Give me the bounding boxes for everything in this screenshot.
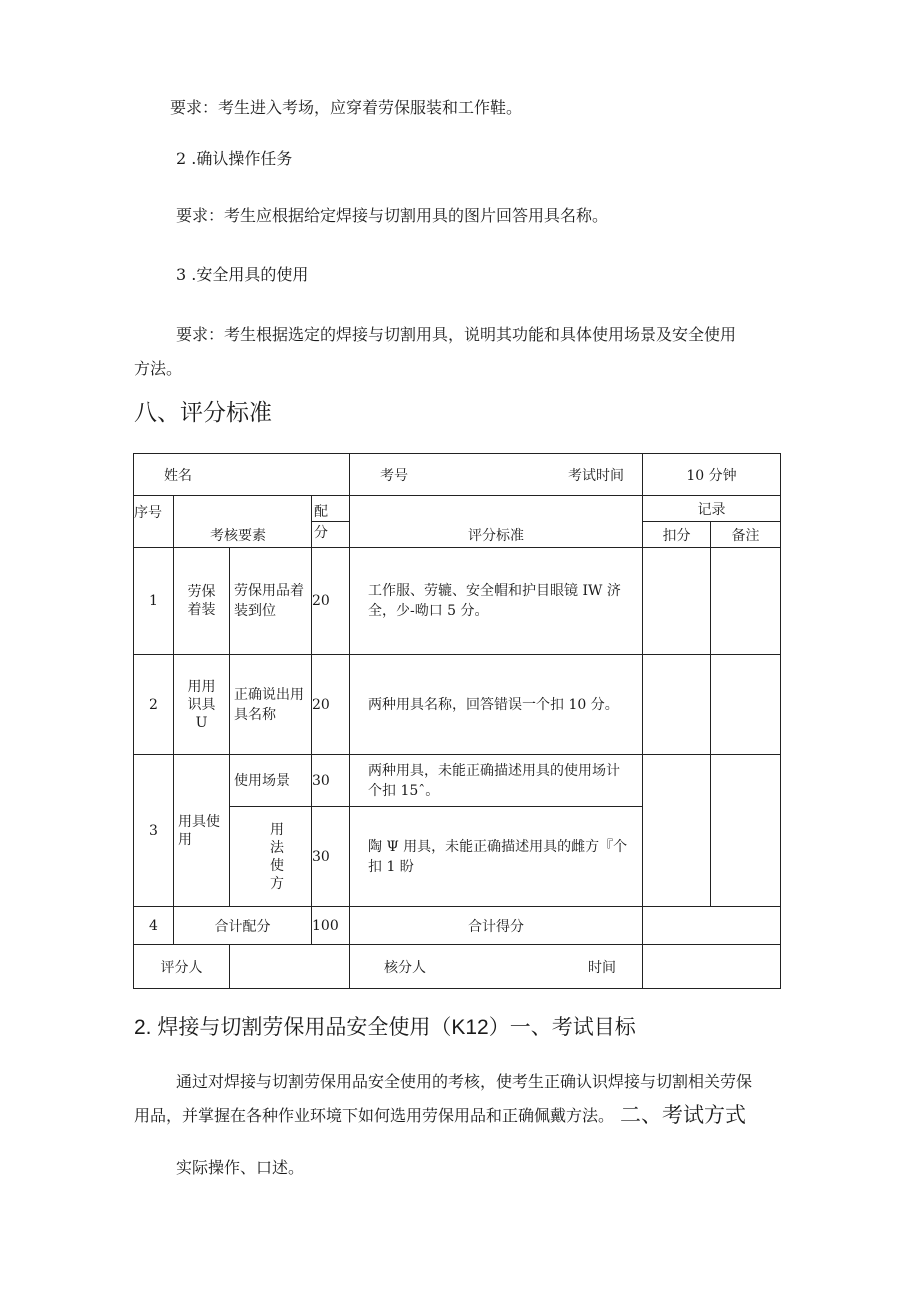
row-remark (711, 755, 781, 907)
grader-label: 评分人 (134, 945, 230, 989)
exam-no-cell (350, 454, 643, 496)
row-seq: 1 (134, 548, 174, 655)
table-row (134, 548, 781, 655)
row-criteria: 陶 Ψ 用具，未能正确描述用具的雌方『个扣 1 盼 (368, 838, 628, 875)
footer-row (134, 945, 781, 989)
row-category: 用具使用 (178, 813, 220, 848)
row-category: 用用识具U (187, 678, 216, 731)
col-score-bottom: 分 (312, 522, 350, 548)
total-label: 合计配分 (174, 907, 312, 945)
time-value (643, 945, 781, 989)
item-3-title: 3 .安全用具的使用 (176, 265, 309, 284)
requirement-3-line1: 要求：考生根据选定的焊接与切割用具，说明其功能和具体使用场景及安全使用 (176, 325, 737, 344)
requirement-3-line2: 方法。 (134, 359, 183, 378)
part-2-paragraph-line1: 通过对焊接与切割劳保用品安全使用的考核，使考生正确认识焊接与切割相关劳保 (176, 1072, 753, 1091)
total-got-label: 合计得分 (350, 907, 643, 945)
total-got-value (643, 907, 781, 945)
row-sub-element: 使用场景 (234, 772, 290, 789)
row-criteria: 工作服、劳辘、安全帽和护目眼镜 IW 济全，少-呦口 5 分。 (368, 583, 621, 619)
row-sub-element: 用法使方 (270, 821, 284, 892)
part-2-paragraph-line2: 用品，并掌握在各种作业环境下如何选用劳保用品和正确佩戴方法。 (134, 1106, 615, 1125)
row-score: 30 (312, 807, 350, 907)
total-seq: 4 (134, 907, 174, 945)
row-remark (711, 548, 781, 655)
row-deduct (643, 755, 711, 907)
row-sub-element: 正确说出用具名称 (234, 686, 304, 723)
row-deduct (643, 548, 711, 655)
name-cell (134, 454, 350, 496)
row-score: 30 (312, 755, 350, 807)
row-criteria: 两种用具名称，回答错误一个扣 10 分。 (368, 696, 619, 713)
requirement-1: 要求：考生进入考场，应穿着劳保服装和工作鞋。 (170, 98, 523, 117)
requirement-2: 要求：考生应根据给定焊接与切割用具的图片回答用具名称。 (176, 206, 609, 225)
exam-time-value: 10 分钟 (643, 454, 781, 496)
exam-method-heading: 二、考试方式 (620, 1103, 746, 1127)
exam-time-label: 考试时间 (568, 467, 624, 484)
row-criteria: 两种用具，未能正确描述用具的使用场计个扣 15ˆ。 (368, 762, 620, 799)
table-row (134, 655, 781, 755)
row-remark (711, 655, 781, 755)
col-score-top: 配 (312, 496, 350, 522)
total-score: 100 (312, 907, 350, 945)
col-remark: 备注 (711, 522, 781, 548)
checker-label: 核分人 (384, 959, 426, 976)
row-deduct (643, 655, 711, 755)
item-2-title: 2 .确认操作任务 (176, 149, 293, 168)
row-score: 20 (312, 655, 350, 755)
header-info-row (134, 454, 781, 496)
row-sub-element: 劳保用品着装到位 (234, 583, 304, 619)
exam-no-label: 考号 (380, 467, 408, 484)
row-category: 劳保着装 (187, 584, 216, 618)
grader-value (230, 945, 350, 989)
table-row (134, 755, 781, 807)
col-record: 记录 (643, 496, 781, 522)
name-label: 姓名 (164, 467, 192, 484)
checker-cell (350, 945, 643, 989)
col-seq: 序号 (134, 496, 174, 548)
total-row (134, 907, 781, 945)
row-seq: 3 (134, 755, 174, 907)
col-deduct: 扣分 (643, 522, 711, 548)
section-heading-scoring: 八、评分标准 (134, 400, 272, 426)
exam-method-text: 实际操作、口述。 (176, 1158, 305, 1177)
scoring-table (133, 453, 781, 989)
col-criteria: 评分标准 (350, 496, 643, 548)
time-label: 时间 (588, 959, 616, 976)
col-element: 考核要素 (174, 496, 312, 548)
part-2-heading: 2. 焊接与切割劳保用品安全使用（K12）一、考试目标 (134, 1016, 636, 1039)
row-seq: 2 (134, 655, 174, 755)
row-score: 20 (312, 548, 350, 655)
